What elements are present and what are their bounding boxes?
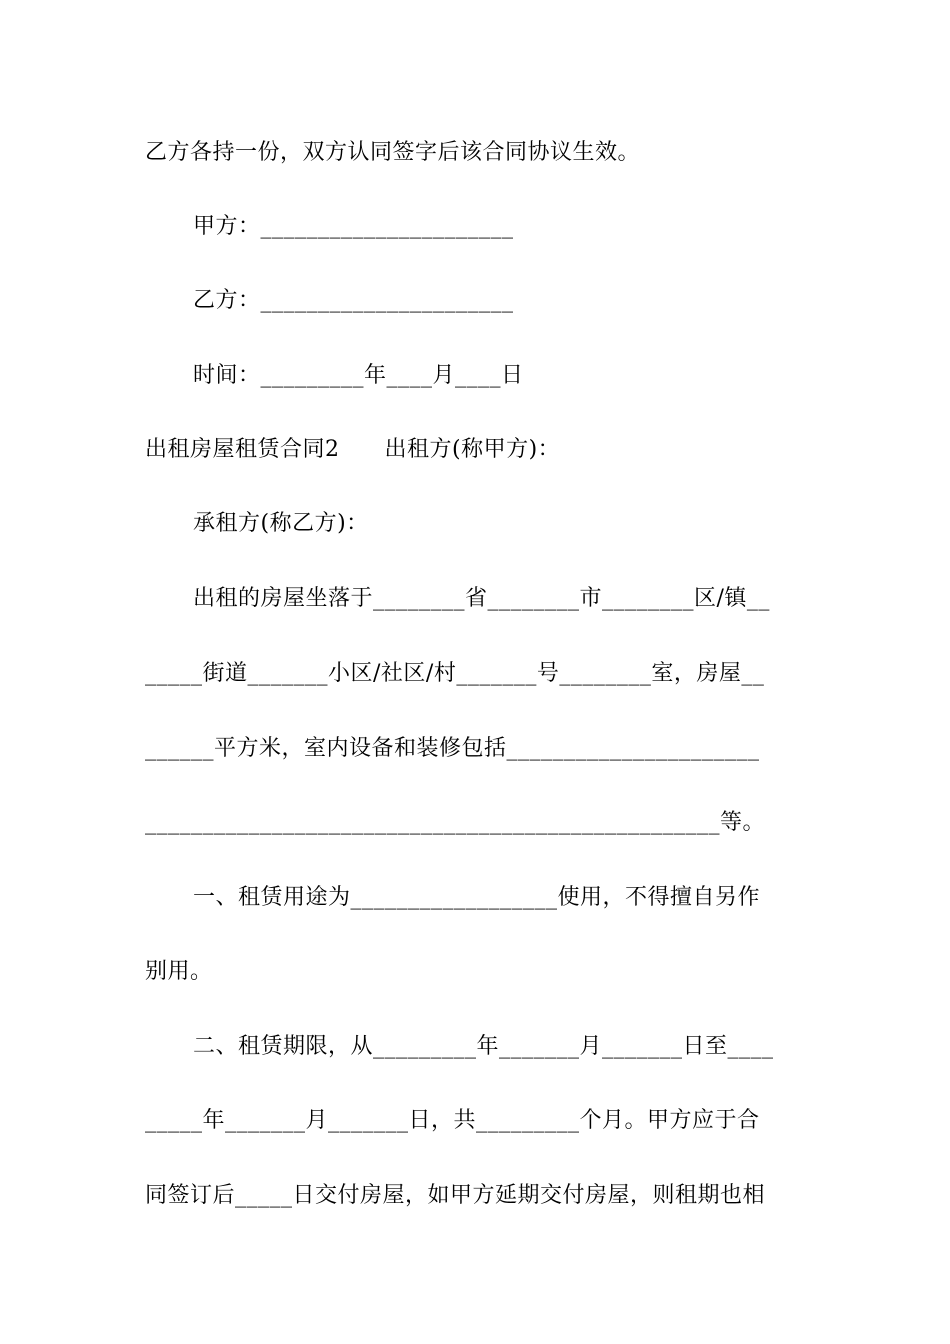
contract-text-line: 别用。 (145, 959, 213, 984)
date-line: 时间：_________年____月____日 (193, 363, 524, 388)
contract-text-line: _____年_______月_______日，共_________个月。甲方应于合 (145, 1108, 760, 1133)
contract-text-line: 出租的房屋坐落于________省________市________区/镇__ (193, 586, 770, 611)
contract-text-line: 同签订后_____日交付房屋，如甲方延期交付房屋，则租期也相 (145, 1183, 766, 1208)
contract-text-line: ______平方米，室内设备和装修包括______________________ (145, 736, 760, 761)
party-a-signature-line: 甲方：______________________ (193, 214, 514, 239)
contract-text-line: __________________________________________________等。 (145, 810, 766, 835)
party-b-signature-line: 乙方：______________________ (193, 288, 514, 313)
clause-1-line: 一、租赁用途为__________________使用，不得擅自另作 (193, 885, 761, 910)
lessee-line: 承租方(称乙方)： (193, 511, 369, 536)
contract-text-line: 乙方各持一份，双方认同签字后该合同协议生效。 (145, 140, 641, 165)
contract-text-line: _____街道_______小区/社区/村_______号________室，房屋__ (145, 661, 765, 686)
contract-heading: 出租房屋租赁合同2 出租方(称甲方)： (145, 437, 561, 462)
clause-2-line: 二、租赁期限，从_________年_______月_______日至____ (193, 1034, 774, 1059)
